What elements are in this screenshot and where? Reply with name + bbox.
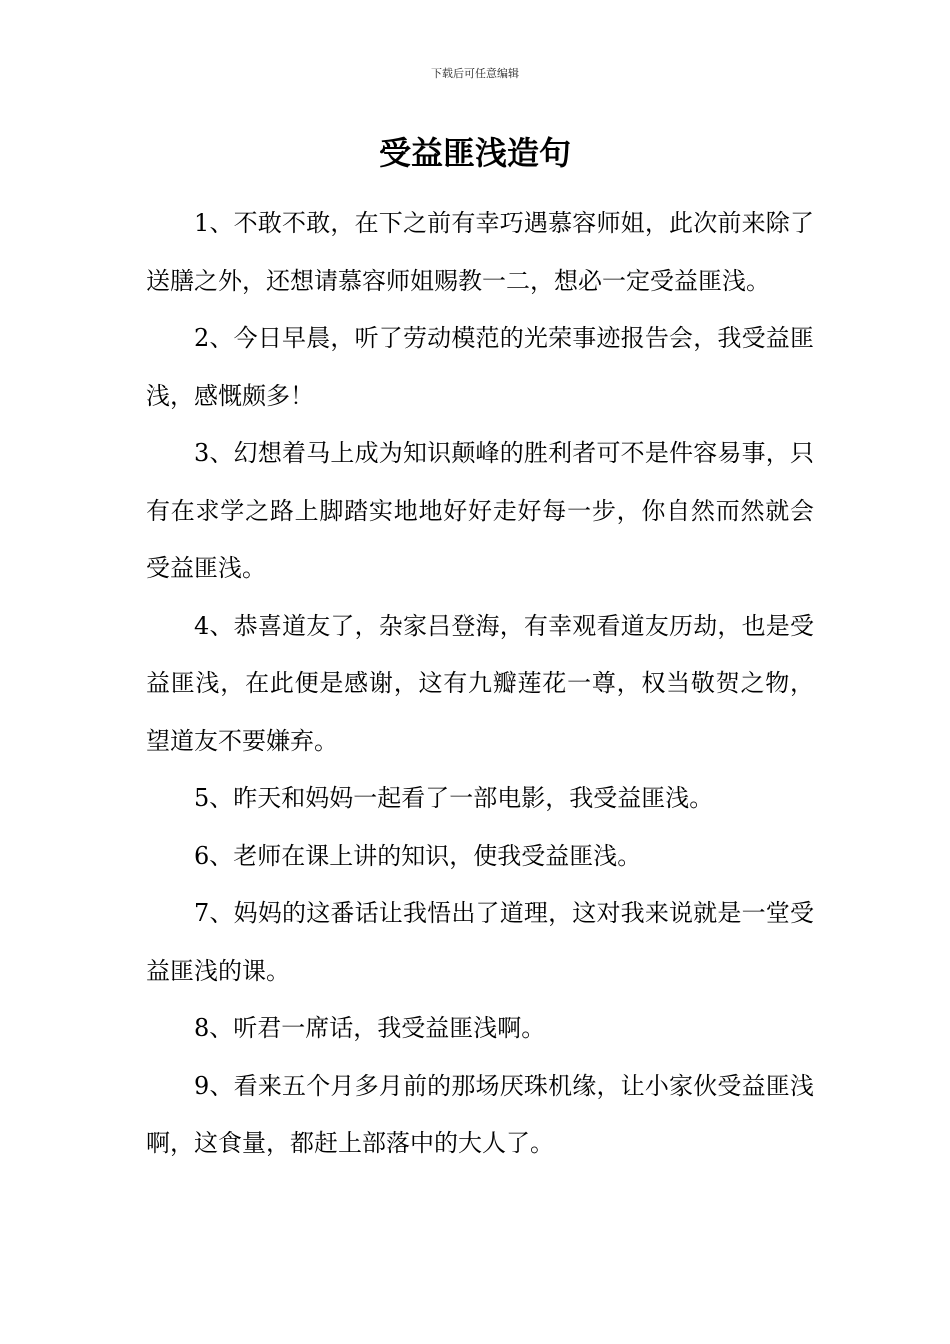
sentence-item: 2、今日早晨，听了劳动模范的光荣事迹报告会，我受益匪浅，感慨颇多！ bbox=[146, 324, 814, 410]
sentence-item: 5、昨天和妈妈一起看了一部电影，我受益匪浅。 bbox=[194, 784, 714, 812]
sentence-item: 1、不敢不敢，在下之前有幸巧遇慕容师姐，此次前来除了送膳之外，还想请慕容师姐赐教一二，想必一定受益匪浅。 bbox=[146, 209, 814, 295]
sentence-item: 8、听君一席话，我受益匪浅啊。 bbox=[194, 1014, 546, 1042]
sentence-item: 6、老师在课上讲的知识，使我受益匪浅。 bbox=[194, 841, 642, 870]
document-title: 受益匪浅造句 bbox=[378, 134, 571, 172]
sentence-item: 3、幻想着马上成为知识颠峰的胜利者可不是件容易事，只有在求学之路上脚踏实地地好好走好每一步，你自然而然就会受益匪浅。 bbox=[146, 439, 814, 582]
sentence-item: 7、妈妈的这番话让我悟出了道理，这对我来说就是一堂受益匪浅的课。 bbox=[146, 899, 814, 985]
sentence-item: 4、恭喜道友了，杂家吕登海，有幸观看道友历劫，也是受益匪浅，在此便是感谢，这有九瓣莲花一尊，权当敬贺之物，望道友不要嫌弃。 bbox=[146, 611, 814, 755]
header-note: 下载后可任意编辑 bbox=[431, 67, 519, 80]
sentence-list bbox=[146, 195, 814, 1173]
sentence-item: 9、看来五个月多月前的那场厌珠机缘，让小家伙受益匪浅啊，这食量，都赶上部落中的大人了。 bbox=[146, 1071, 814, 1157]
